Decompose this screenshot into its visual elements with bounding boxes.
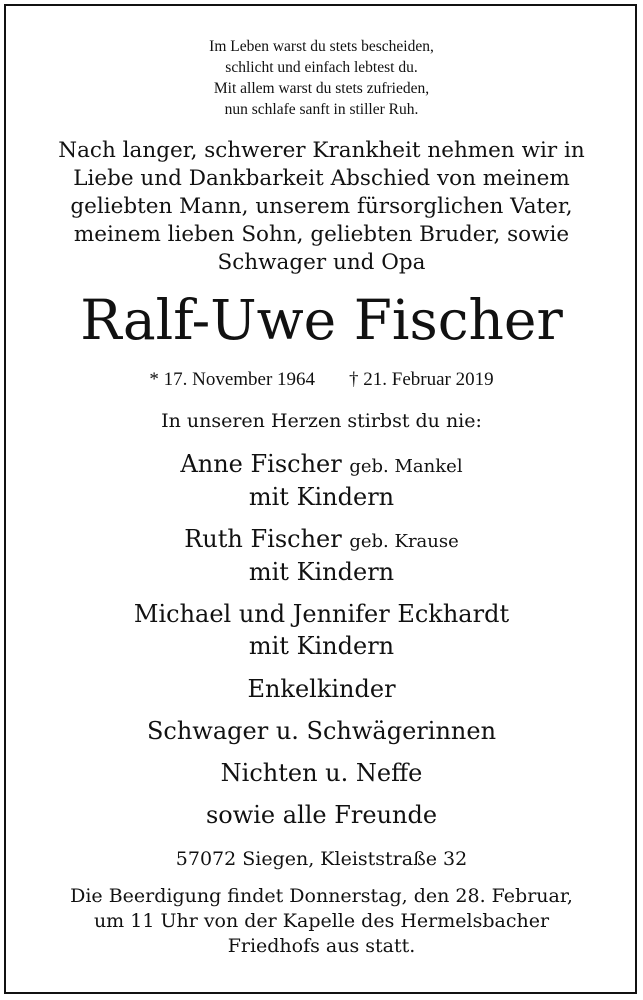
funeral-line: um 11 Uhr von der Kapelle des Hermelsbacher	[93, 910, 550, 932]
mourner-name: Anne Fischer	[180, 450, 342, 478]
mourner-with: mit Kindern	[248, 558, 395, 586]
mourner-with: mit Kindern	[248, 483, 395, 511]
other-mourner: Enkelkinder	[247, 675, 396, 703]
mourner-2	[0, 522, 643, 559]
mourner-with: mit Kindern	[248, 632, 395, 660]
other-mourner: sowie alle Freunde	[205, 801, 438, 829]
poem-line: Mit allem warst du stets zufrieden,	[213, 80, 430, 97]
other-mourner: Schwager u. Schwägerinnen	[146, 717, 497, 745]
funeral-line: Friedhofs aus statt.	[227, 935, 416, 957]
poem-line: Im Leben warst du stets bescheiden,	[209, 38, 434, 55]
death-date: † 21. Februar 2019	[349, 369, 494, 390]
mourner-nee: geb. Krause	[349, 531, 459, 552]
mourner-1	[0, 447, 643, 484]
mourner-nee: geb. Mankel	[349, 456, 463, 477]
poem	[0, 36, 643, 120]
intro-line: Liebe und Dankbarkeit Abschied von meinem	[73, 166, 570, 191]
poem-line: nun schlafe sanft in stiller Ruh.	[224, 101, 419, 118]
intro-line: geliebten Mann, unserem fürsorglichen Vater,	[70, 194, 573, 219]
funeral-line: Die Beerdigung findet Donnerstag, den 28. Februar,	[70, 885, 573, 907]
birth-date: * 17. November 1964	[149, 369, 316, 390]
address: 57072 Siegen, Kleiststraße 32	[175, 848, 468, 870]
deceased-name: Ralf-Uwe Fischer	[80, 288, 563, 352]
other-mourner: Nichten u. Neffe	[220, 759, 423, 787]
intro-text	[0, 137, 643, 277]
poem-line: schlicht und einfach lebtest du.	[225, 59, 418, 76]
intro-line: Schwager und Opa	[217, 250, 426, 275]
mourner-3: Michael und Jennifer Eckhardt	[133, 600, 510, 628]
mourner-name: Ruth Fischer	[184, 525, 342, 553]
life-dates	[0, 369, 643, 391]
intro-line: meinem lieben Sohn, geliebten Bruder, sowie	[73, 222, 570, 247]
funeral-info	[0, 884, 643, 959]
mourners-intro: In unseren Herzen stirbst du nie:	[161, 410, 482, 432]
intro-line: Nach langer, schwerer Krankheit nehmen wir in	[58, 138, 585, 163]
